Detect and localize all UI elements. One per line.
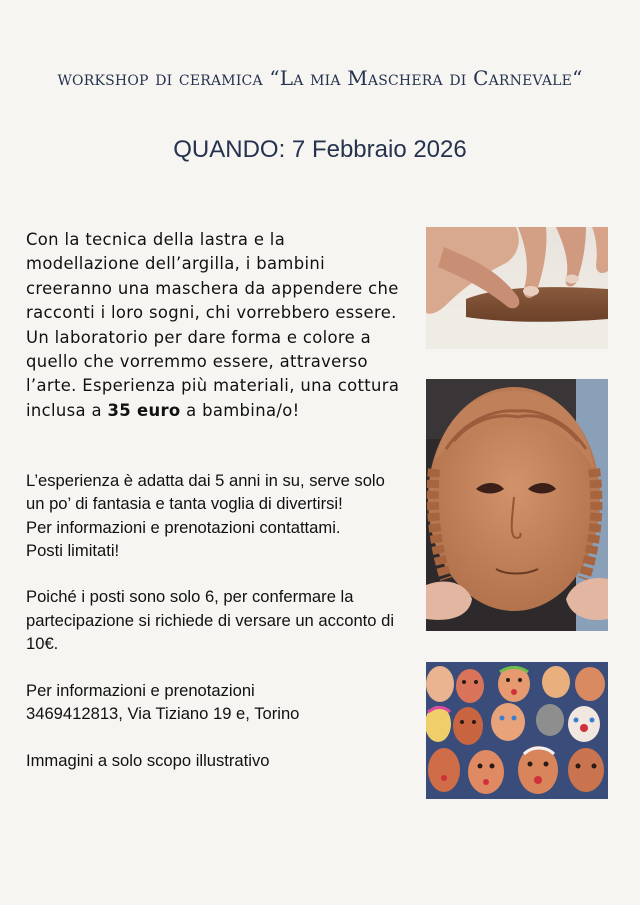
- disclaimer: Immagini a solo scopo illustrativo: [26, 750, 270, 770]
- limited-seats: Posti limitati!: [26, 540, 120, 560]
- info-label: Per informazioni e prenotazioni: [26, 680, 255, 700]
- page-title: workshop di ceramica “La mia Maschera di Carnevale“: [57, 66, 583, 90]
- phone-address: 3469412813, Via Tiziano 19 e, Torino: [26, 703, 300, 723]
- price-text: 35 euro: [107, 400, 181, 420]
- event-date: QUANDO: 7 Febbraio 2026: [173, 136, 467, 163]
- clay-mask-photo: [426, 379, 608, 631]
- contact-line: Per informazioni e prenotazioni contattami.: [26, 517, 341, 537]
- intro-text-end: a bambina/o!: [180, 400, 300, 420]
- hands-clay-photo: [426, 227, 608, 349]
- intro-text: Con la tecnica della lastra e la modellazione dell’argilla, i bambini creeranno una maschera da appendere che racconti i loro sogni, chi vorrebbero essere. Un laboratorio per dare forma e colore a quello che vorremmo essere, attraverso l’arte. Esperienza più materiali, una cottura inclusa a: [26, 230, 400, 420]
- deposit-paragraph: Poiché i posti sono solo 6, per confermare la partecipazione si richiede di versare un acconto di 10€.: [26, 587, 395, 654]
- details-block: [26, 469, 406, 562]
- contact-block: [26, 679, 406, 726]
- painted-masks-photo: [426, 662, 608, 799]
- details-section: [26, 469, 406, 795]
- intro-paragraph: [26, 228, 401, 423]
- age-line: L’esperienza è adatta dai 5 anni in su, serve solo un po’ di fantasia e tanta voglia di divertirsi!: [26, 471, 385, 514]
